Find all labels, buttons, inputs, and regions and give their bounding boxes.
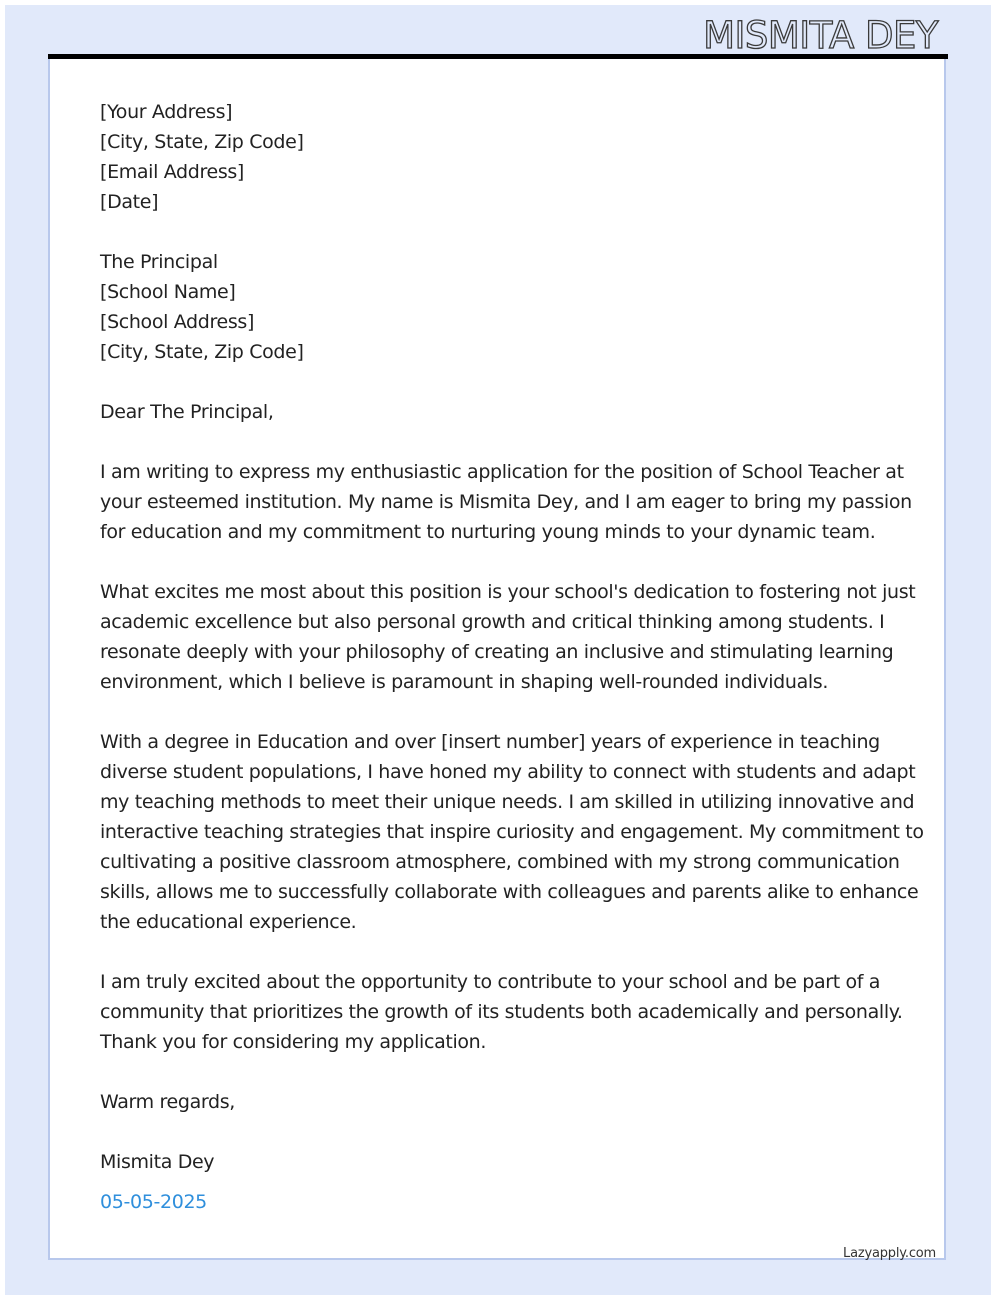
body-paragraph-4 (100, 967, 903, 1057)
paragraph-line: academic excellence but also personal growth and critical thinking among students. I (100, 611, 885, 633)
sender-block (100, 97, 900, 217)
body-paragraph-3 (100, 727, 924, 937)
paragraph-line: resonate deeply with your philosophy of creating an inclusive and stimulating learning (100, 641, 894, 663)
paragraph-line: diverse student populations, I have honed my ability to connect with students and adapt (100, 761, 916, 783)
signature-name: Mismita Dey (100, 1151, 215, 1173)
sender-address: [Your Address] (100, 101, 233, 123)
sender-city-state-zip: [City, State, Zip Code] (100, 131, 304, 153)
spacer (100, 937, 900, 967)
sender-email: [Email Address] (100, 161, 244, 183)
paragraph-line: cultivating a positive classroom atmosphere, combined with my strong communication (100, 851, 900, 873)
recipient-school-name: [School Name] (100, 281, 236, 303)
paragraph-line: I am writing to express my enthusiastic application for the position of School Teacher at (100, 461, 904, 483)
recipient-title: The Principal (100, 251, 218, 273)
paragraph-line: community that prioritizes the growth of its students both academically and personally. (100, 1001, 903, 1023)
letter-date: 05-05-2025 (100, 1191, 207, 1213)
spacer (100, 427, 900, 457)
paragraph-line: With a degree in Education and over [insert number] years of experience in teaching (100, 731, 880, 753)
paragraph-line: my teaching methods to meet their unique needs. I am skilled in utilizing innovative and (100, 791, 915, 813)
spacer (100, 1117, 900, 1147)
recipient-city-state-zip: [City, State, Zip Code] (100, 341, 304, 363)
footer-brand: Lazyapply.com (843, 1246, 936, 1261)
recipient-block (100, 247, 900, 367)
header-name: MISMITA DEY (703, 14, 938, 57)
paragraph-line: Thank you for considering my application. (100, 1031, 487, 1053)
paragraph-line: I am truly excited about the opportunity to contribute to your school and be part of a (100, 971, 881, 993)
paragraph-line: the educational experience. (100, 911, 357, 933)
recipient-school-address: [School Address] (100, 311, 255, 333)
spacer (100, 367, 900, 397)
sender-date: [Date] (100, 191, 159, 213)
paragraph-line: for education and my commitment to nurturing young minds to your dynamic team. (100, 521, 876, 543)
paragraph-line: environment, which I believe is paramount in shaping well-rounded individuals. (100, 671, 829, 693)
spacer (100, 547, 900, 577)
spacer (100, 697, 900, 727)
paragraph-line: What excites me most about this position is your school's dedication to fostering not just (100, 581, 916, 603)
paragraph-line: your esteemed institution. My name is Mismita Dey, and I am eager to bring my passion (100, 491, 912, 513)
letter-body (100, 97, 924, 1217)
paragraph-line: skills, allows me to successfully collaborate with colleagues and parents alike to enhance (100, 881, 919, 903)
closing: Warm regards, (100, 1091, 235, 1113)
paragraph-line: interactive teaching strategies that inspire curiosity and engagement. My commitment to (100, 821, 924, 843)
body-paragraph-1 (100, 457, 912, 547)
salutation: Dear The Principal, (100, 401, 274, 423)
spacer (100, 1057, 900, 1087)
body-paragraph-2 (100, 577, 916, 697)
spacer (100, 217, 900, 247)
